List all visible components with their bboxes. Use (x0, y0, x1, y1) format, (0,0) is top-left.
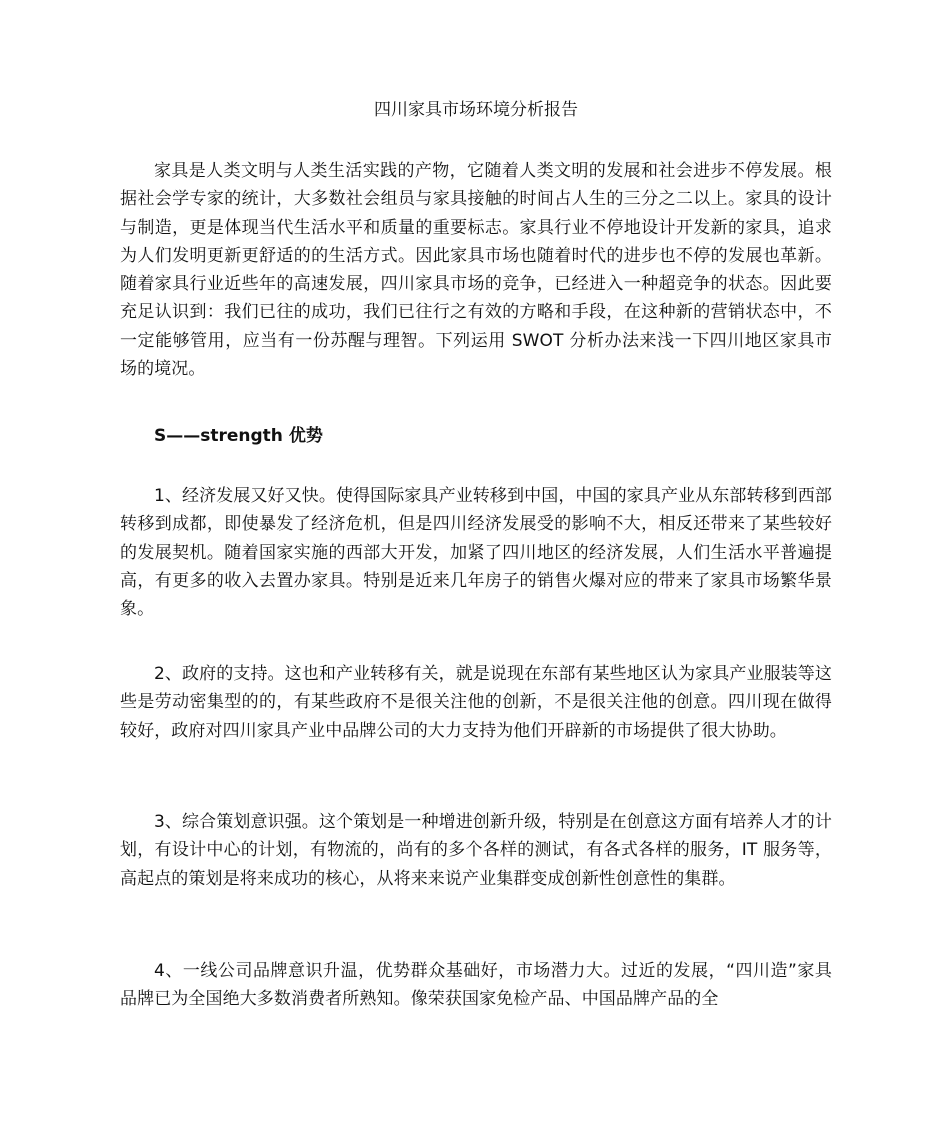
intro-paragraph: 家具是人类文明与人类生活实践的产物，它随着人类文明的发展和社会进步不停发展。根据社会学专家的统计，大多数社会组员与家具接触的时间占人生的三分之二以上。家具的设计与制造，更是体现当代生活水平和质量的重要标志。家具行业不停地设计开发新的家具，追求为人们发明更新更舒适的的生活方式。因此家具市场也随着时代的进步也不停的发展也革新。随着家具行业近些年的高速发展，四川家具市场的竞争，已经进入一种超竞争的状态。因此要充足认识到：我们已往的成功，我们已往行之有效的方略和手段，在这种新的营销状态中，不一定能够管用，应当有一份苏醒与理智。下列运用 SWOT 分析办法来浅一下四川地区家具市场的境况。 (120, 161, 832, 380)
document-title: 四川家具市场环境分析报告 (374, 100, 578, 120)
strength-point-3: 3、综合策划意识强。这个策划是一种增进创新升级，特别是在创意这方面有培养人才的计划，有设计中心的计划，有物流的，尚有的多个各样的测试，有各式各样的服务，IT 服务等，高起点的策划是将来成功的核心，从将来来说产业集群变成创新性创意性的集群。 (120, 812, 832, 889)
strength-point-4: 4、一线公司品牌意识升温，优势群众基础好，市场潜力大。过近的发展，“四川造”家具品牌已为全国绝大多数消费者所熟知。像荣获国家免检产品、中国品牌产品的全 (120, 961, 832, 1010)
strength-point-1: 1、经济发展又好又快。使得国际家具产业转移到中国，中国的家具产业从东部转移到西部转移到成都，即使暴发了经济危机，但是四川经济发展受的影响不大，相反还带来了某些较好的发展契机。随着国家实施的西部大开发，加紧了四川地区的经济发展，人们生活水平普遍提高，有更多的收入去置办家具。特别是近来几年房子的销售火爆对应的带来了家具市场繁华景象。 (120, 486, 832, 620)
section-heading-strength: S——strength 优势 (154, 426, 323, 446)
strength-point-2: 2、政府的支持。这也和产业转移有关，就是说现在东部有某些地区认为家具产业服装等这些是劳动密集型的的，有某些政府不是很关注他的创新，不是很关注他的创意。四川现在做得较好，政府对四川家具产业中品牌公司的大力支持为他们开辟新的市场提供了很大协助。 (120, 664, 832, 741)
